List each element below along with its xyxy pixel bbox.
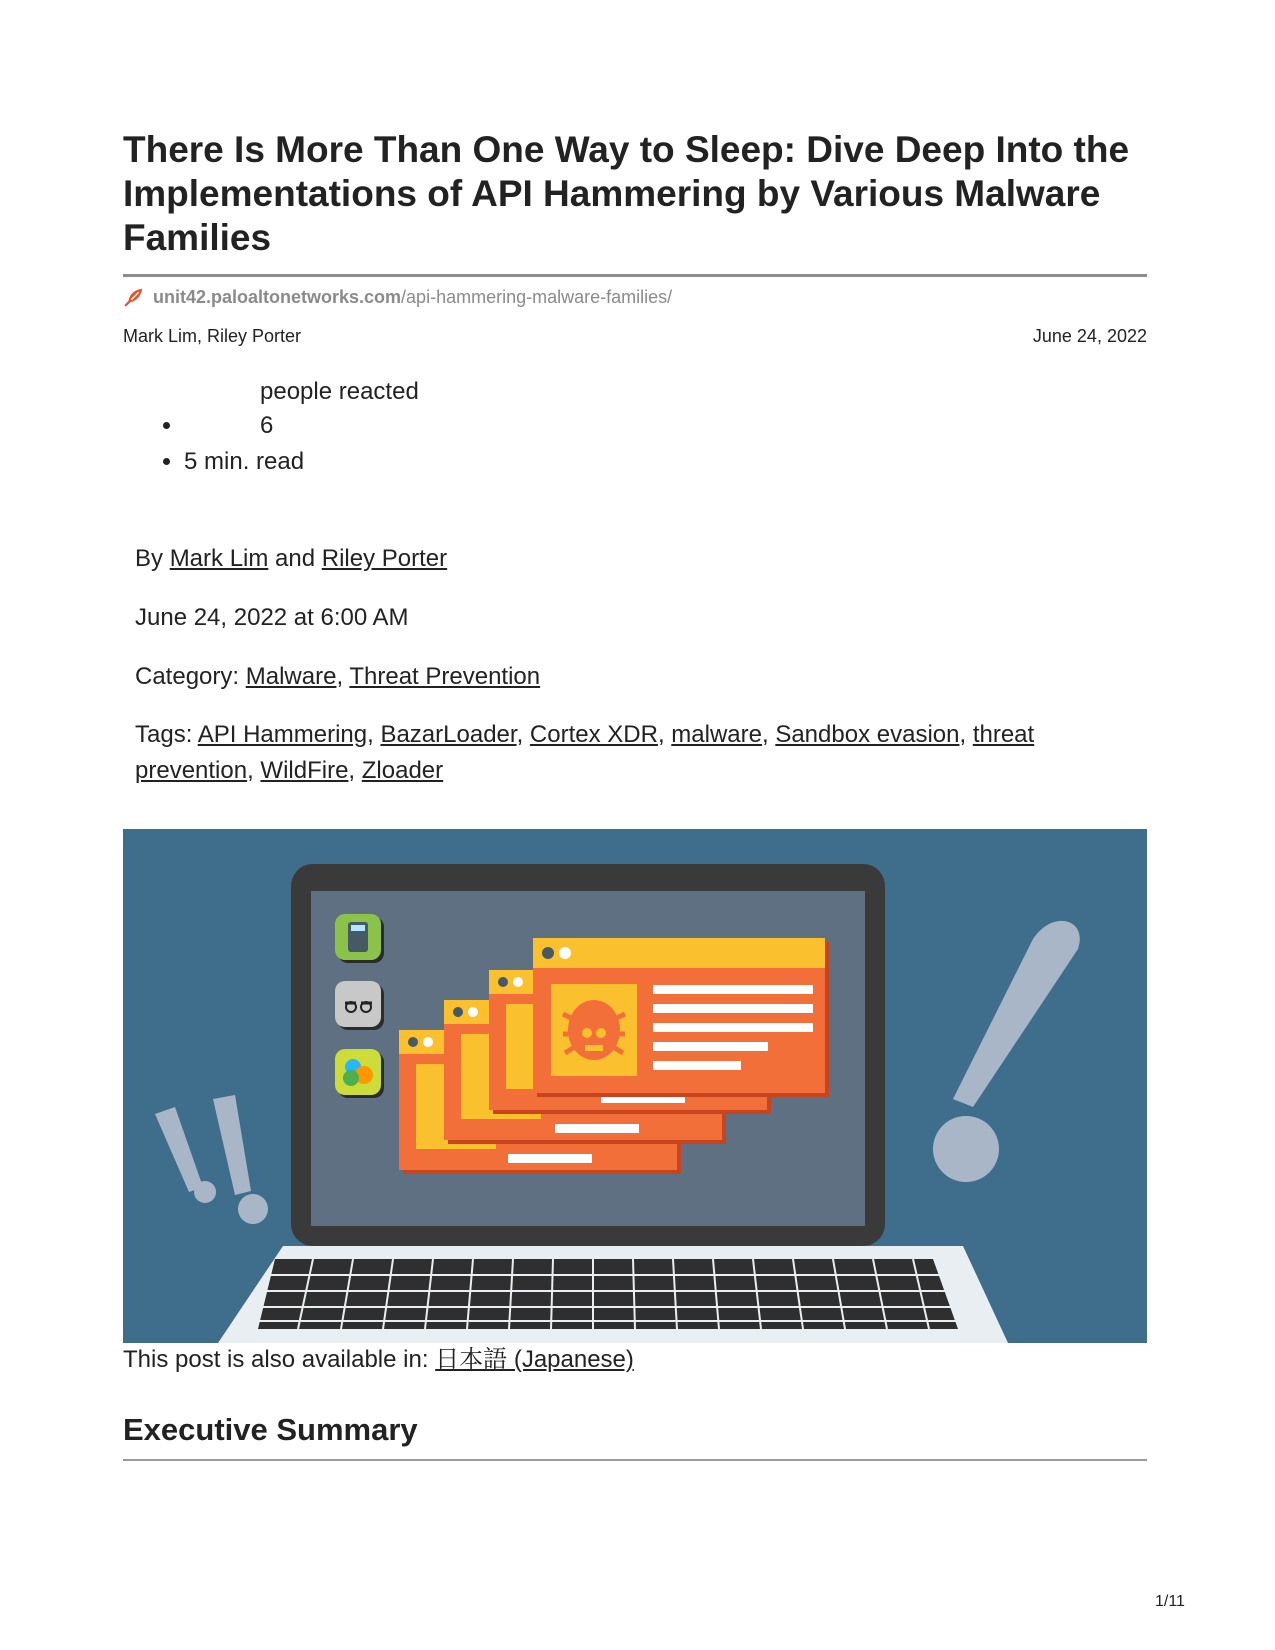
read-time: 5 min. read: [184, 448, 305, 475]
meta-list: [160, 408, 304, 480]
tags-label: Tags:: [135, 721, 193, 748]
category-link-threat-prevention[interactable]: Threat Prevention: [349, 663, 541, 690]
byline-conj: and: [275, 545, 316, 572]
category-label: Category:: [135, 663, 240, 690]
japanese-version-link[interactable]: 日本語 (Japanese): [435, 1346, 634, 1373]
publish-date: June 24, 2022: [1032, 326, 1147, 346]
author-link-riley-porter[interactable]: Riley Porter: [321, 545, 448, 572]
hero-illustration: [123, 829, 1147, 1343]
tag-link[interactable]: WildFire: [260, 757, 349, 784]
feather-logo-icon: [123, 286, 145, 308]
tags-line: Tags: API Hammering, BazarLoader, Cortex XDR, malware, Sandbox evasion, threat prevention, WildFire, Zloader: [135, 721, 1035, 784]
tag-link[interactable]: BazarLoader: [380, 721, 517, 748]
authors-short: Mark Lim, Riley Porter: [123, 326, 302, 346]
reacted-label: people reacted: [260, 378, 419, 405]
author-date-line: [123, 326, 1147, 347]
source-domain: unit42.paloaltonetworks.com: [153, 286, 402, 307]
tag-link[interactable]: Zloader: [361, 757, 444, 784]
byline-prefix: By: [135, 545, 164, 572]
translation-note: [123, 1342, 634, 1378]
page-number: 1/11: [1155, 1593, 1185, 1610]
reaction-count: 6: [260, 412, 274, 439]
category-link-malware[interactable]: Malware: [245, 663, 337, 690]
list-item: [184, 408, 304, 444]
author-link-mark-lim[interactable]: Mark Lim: [169, 545, 269, 572]
category-line: Category: Malware, Threat Prevention: [135, 663, 541, 690]
tag-link[interactable]: Sandbox evasion: [775, 721, 960, 748]
section-divider: [123, 1459, 1147, 1461]
article-title: There Is More Than One Way to Sleep: Dive Deep Into the Implementations of API Hammering by Various Malware Families: [123, 129, 1130, 258]
tag-link[interactable]: threat prevention: [135, 721, 1035, 784]
tag-link[interactable]: API Hammering: [197, 721, 368, 748]
translation-note-text: This post is also available in:: [123, 1346, 429, 1373]
title-divider: [123, 274, 1147, 277]
source-path: /api-hammering-malware-families/: [401, 286, 673, 307]
tag-link[interactable]: malware: [671, 721, 762, 748]
laptop-malware-illustration: [123, 829, 1147, 1343]
byline: [135, 541, 1135, 577]
tag-link[interactable]: Cortex XDR: [529, 721, 658, 748]
section-heading: Executive Summary: [123, 1412, 418, 1447]
byline-datetime: June 24, 2022 at 6:00 AM: [135, 604, 409, 631]
list-item: [184, 444, 304, 480]
source-link[interactable]: [123, 286, 672, 308]
